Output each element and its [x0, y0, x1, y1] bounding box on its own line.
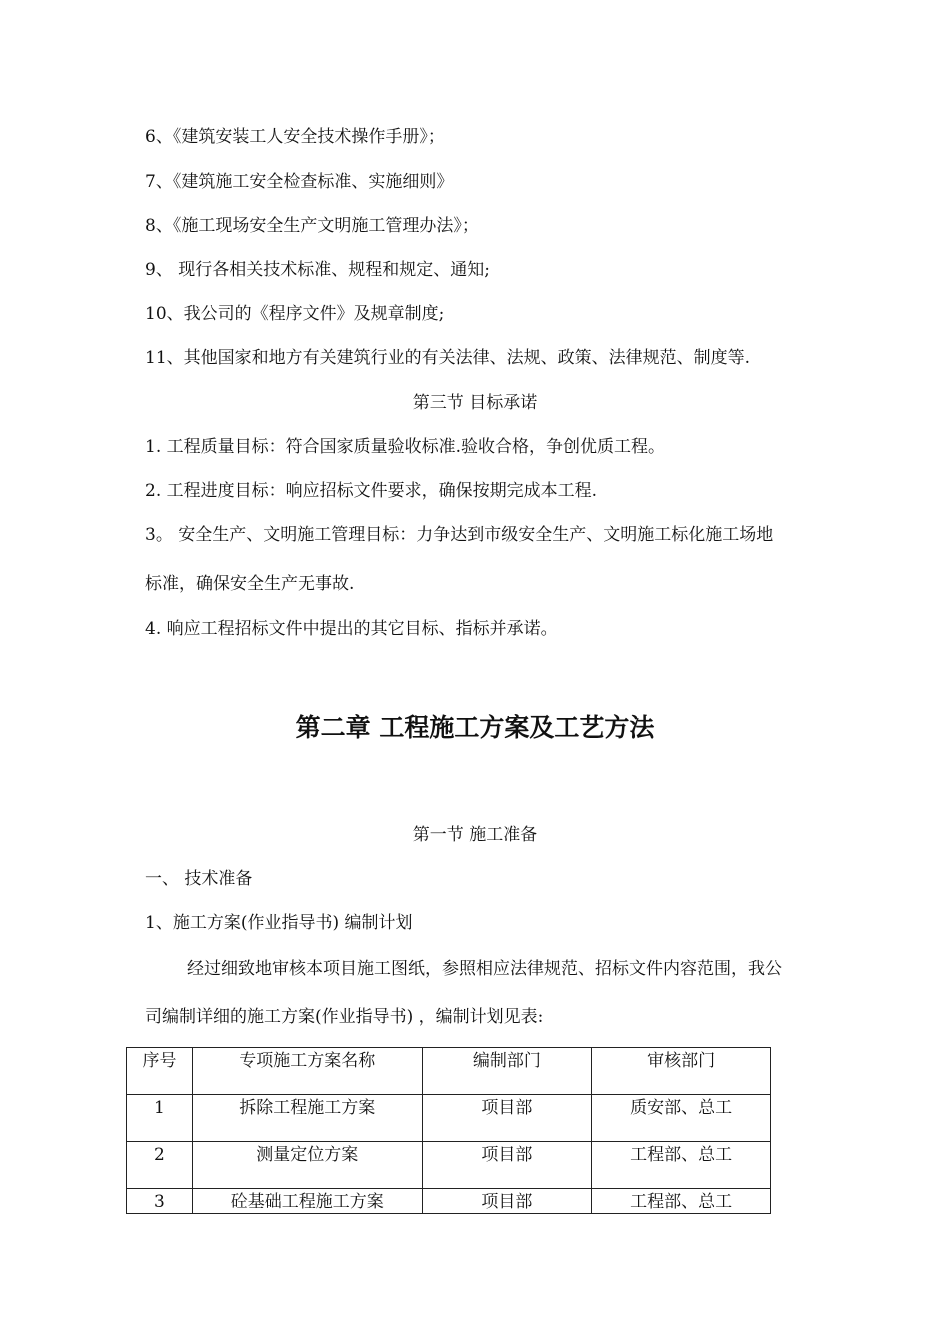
- table-cell: 测量定位方案: [192, 1142, 422, 1189]
- goal-item: 3。 安全生产、文明施工管理目标：力争达到市级安全生产、文明施工标化施工场地: [145, 525, 774, 545]
- list-item: 7、《建筑施工安全检查标准、实施细则》: [145, 172, 454, 192]
- table-cell: 工程部、总工: [592, 1189, 771, 1214]
- list-item: 10、我公司的《程序文件》及规章制度;: [145, 304, 445, 324]
- table-cell: 工程部、总工: [592, 1142, 771, 1189]
- goal-item-continuation: 标准，确保安全生产无事故.: [145, 574, 355, 594]
- goal-item: 1. 工程质量目标：符合国家质量验收标准.验收合格，争创优质工程。: [145, 437, 666, 457]
- chapter-title: 第二章 工程施工方案及工艺方法: [295, 713, 655, 742]
- table-cell: 3: [127, 1189, 193, 1214]
- goal-item: 4. 响应工程招标文件中提出的其它目标、指标并承诺。: [145, 619, 558, 639]
- table-header-cell: 编制部门: [422, 1048, 592, 1095]
- table-cell: 1: [127, 1095, 193, 1142]
- table-cell: 项目部: [422, 1189, 592, 1214]
- list-item: 9、 现行各相关技术标准、规程和规定、通知;: [145, 260, 490, 280]
- table-cell: 2: [127, 1142, 193, 1189]
- table-row: [127, 1095, 771, 1142]
- plan-table: [126, 1047, 771, 1214]
- table-row: [127, 1189, 771, 1214]
- goal-item: 2. 工程进度目标：响应招标文件要求，确保按期完成本工程.: [145, 481, 598, 501]
- list-item: 8、《施工现场安全生产文明施工管理办法》；: [145, 216, 479, 236]
- table-cell: 项目部: [422, 1095, 592, 1142]
- section-title: 第三节 目标承诺: [412, 393, 538, 413]
- table-cell: 项目部: [422, 1142, 592, 1189]
- list-item: 11、其他国家和地方有关建筑行业的有关法律、法规、政策、法律规范、制度等.: [145, 348, 751, 368]
- item-heading: 1、施工方案(作业指导书) 编制计划: [145, 913, 413, 933]
- table-cell: 拆除工程施工方案: [192, 1095, 422, 1142]
- table-header-row: [127, 1048, 771, 1095]
- table-header-cell: 专项施工方案名称: [192, 1048, 422, 1095]
- table-row: [127, 1142, 771, 1189]
- section-title: 第一节 施工准备: [412, 825, 538, 845]
- table-cell: 砼基础工程施工方案: [192, 1189, 422, 1214]
- paragraph-line: 司编制详细的施工方案(作业指导书) ，编制计划见表:: [145, 1007, 544, 1027]
- paragraph-line: 经过细致地审核本项目施工图纸，参照相应法律规范、招标文件内容范围，我公: [187, 959, 782, 979]
- table-header-cell: 审核部门: [592, 1048, 771, 1095]
- list-item: 6、《建筑安装工人安全技术操作手册》；: [145, 127, 445, 147]
- sub-heading: 一、 技术准备: [145, 869, 253, 889]
- table-header-cell: 序号: [127, 1048, 193, 1095]
- table-cell: 质安部、总工: [592, 1095, 771, 1142]
